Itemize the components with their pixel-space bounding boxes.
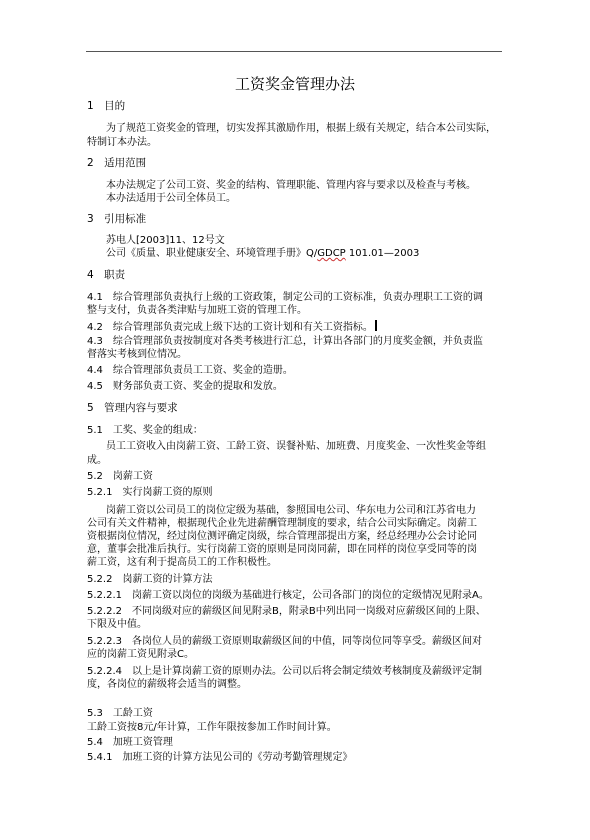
section-5-heading: 5 管理内容与要求 <box>87 402 178 414</box>
item-4-2: 4.2 综合管理部负责完成上级下达的工资计划和有关工资指标。 <box>87 320 377 334</box>
section-5-1-paragraph-line2: 成。 <box>87 455 107 466</box>
section-2-heading: 2 适用范围 <box>87 157 147 169</box>
section-5-3-heading: 5.3 工龄工资 <box>87 708 153 719</box>
section-5-2-1-line3: 资根据岗位情况，经过岗位测评确定岗级，综合管理部提出方案，经总经理办公会讨论同 <box>87 531 477 542</box>
section-2-paragraph-line2: 本办法适用于公司全体员工。 <box>106 193 236 204</box>
section-5-3-paragraph: 工龄工资按8元/年计算，工作年限按参加工作时间计算。 <box>87 722 337 733</box>
item-5-2-2-3-line1: 5.2.2.3 各岗位人员的薪级工资原则取薪级区间的中值，同等岗位同等享受。薪级区间对 <box>87 636 482 647</box>
section-5-2-1-line5: 薪工资，这有利于提高员工的工作积极性。 <box>87 557 277 568</box>
item-4-1-line1: 4.1 综合管理部负责执行上级的工资政策，制定公司的工资标准，负责办理职工工资的调 <box>87 292 483 303</box>
section-1-paragraph-line2: 特制订本办法。 <box>87 137 157 148</box>
section-5-2-heading: 5.2 岗薪工资 <box>87 471 153 482</box>
section-3-heading: 3 引用标准 <box>87 213 147 225</box>
reference-standard-2: 公司《质量、职业健康安全、环境管理手册》Q/GDCP 101.01—2003 <box>106 248 420 259</box>
section-5-2-1-line2: 公司有关文件精神，根据现代企业先进薪酬管理制度的要求，结合公司实际确定。岗薪工 <box>87 518 477 529</box>
section-5-1-heading: 5.1 工奖、奖金的组成： <box>87 425 203 436</box>
item-5-2-2-4-line1: 5.2.2.4 以上是计算岗薪工资的原则办法。公司以后将会制定绩效考核制度及薪级评定制 <box>87 666 482 677</box>
item-5-2-2-1: 5.2.2.1 岗薪工资以岗位的岗级为基础进行核定，公司各部门的岗位的定级情况见附录A。 <box>87 590 489 601</box>
section-4-heading: 4 职责 <box>87 269 126 281</box>
item-5-2-2-2-line1: 5.2.2.2 不同岗级对应的薪级区间见附录B，附录B中列出同一岗级对应薪级区间的上限、 <box>87 606 486 617</box>
section-5-2-2-heading: 5.2.2 岗薪工资的计算方法 <box>87 574 213 585</box>
section-5-4-heading: 5.4 加班工资管理 <box>87 737 173 748</box>
text-cursor <box>375 320 377 331</box>
section-5-2-1-line1: 岗薪工资以公司员工的岗位定级为基础，参照国电公司、华东电力公司和江苏省电力 <box>106 505 476 516</box>
item-4-5: 4.5 财务部负责工资、奖金的提取和发放。 <box>87 381 283 392</box>
section-5-2-1-heading: 5.2.1 实行岗薪工资的原则 <box>87 487 213 498</box>
section-2-paragraph-line1: 本办法规定了公司工资、奖金的结构、管理职能、管理内容与要求以及检查与考核。 <box>106 180 476 191</box>
item-5-2-2-4-line2: 度，各岗位的薪级将会适当的调整。 <box>87 679 247 690</box>
item-4-3-line1: 4.3 综合管理部负责按制度对各类考核进行汇总，计算出各部门的月度奖金额，并负责监 <box>87 336 483 347</box>
header-rule <box>86 51 502 52</box>
item-4-1-line2: 整与支付，负责各类津贴与加班工资的管理工作。 <box>87 305 307 316</box>
item-5-2-2-3-line2: 应的岗薪工资见附录C。 <box>87 649 194 660</box>
section-1-heading: 1 目的 <box>87 100 126 112</box>
item-5-2-2-2-line2: 下限及中值。 <box>87 619 147 630</box>
section-5-2-1-line4: 意，董事会批准后执行。实行岗薪工资的原则是同岗同薪，即在同样的岗位享受同等的岗 <box>87 544 477 555</box>
item-4-4: 4.4 综合管理部负责员工工资、奖金的造册。 <box>87 365 293 376</box>
document-title: 工资奖金管理办法 <box>234 75 355 93</box>
item-5-4-1: 5.4.1 加班工资的计算方法见公司的《劳动考勤管理规定》 <box>87 752 353 763</box>
section-5-1-paragraph-line1: 员工工资收入由岗薪工资、工龄工资、误餐补贴、加班费、月度奖金、一次性奖金等组 <box>106 441 486 452</box>
reference-standard-1: 苏电人[2003]11、12号文 <box>106 235 225 246</box>
section-1-paragraph-line1: 为了规范工资奖金的管理，切实发挥其激励作用，根据上级有关规定，结合本公司实际， <box>106 123 496 134</box>
item-4-3-line2: 督落实考核到位情况。 <box>87 349 187 360</box>
